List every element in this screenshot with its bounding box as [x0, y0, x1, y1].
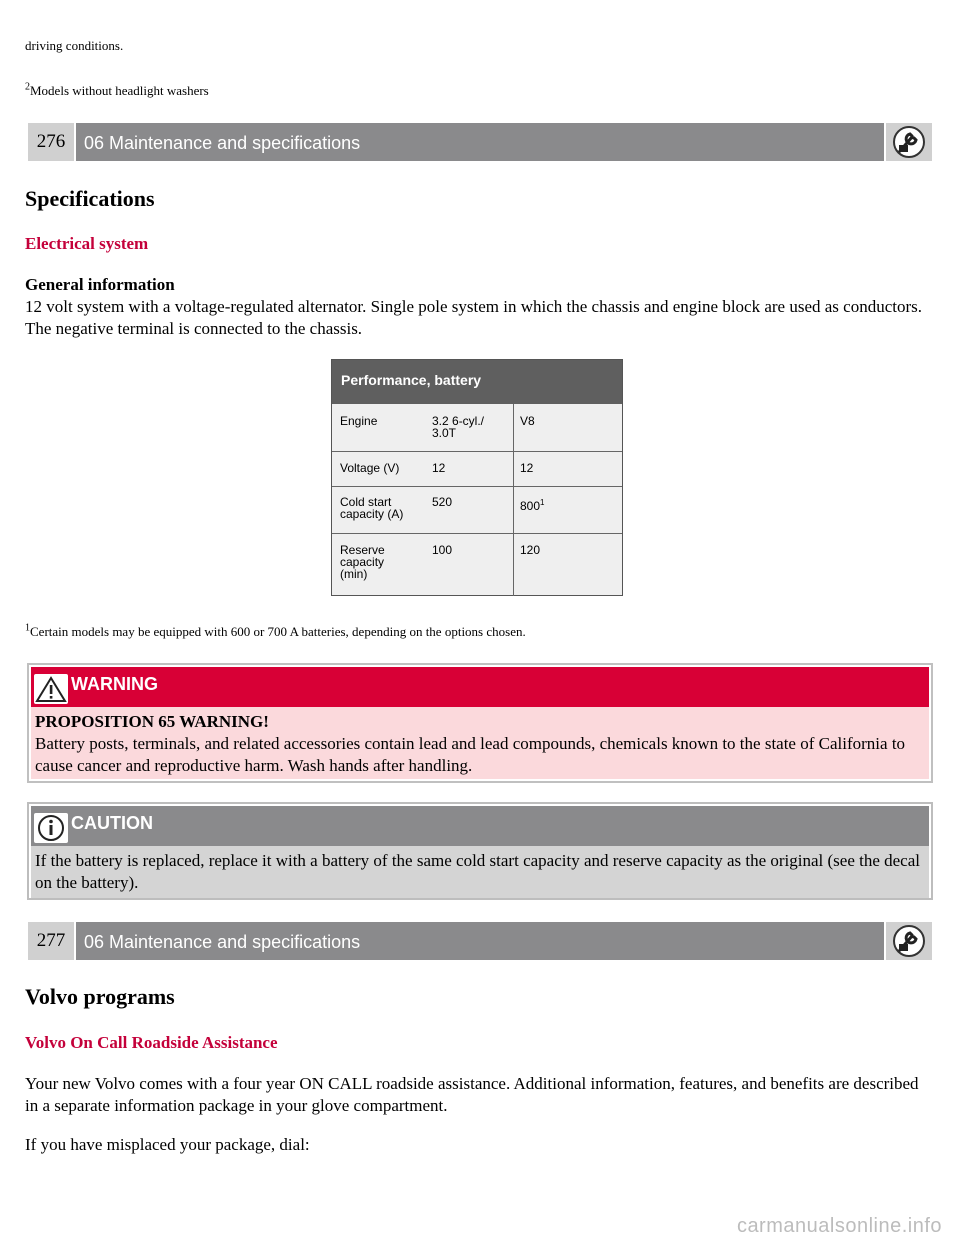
warning-text: Battery posts, terminals, and related accessories contain lead and lead compounds, chemicals known to the state of California to cause cancer and reproductive harm. Wash hands after handling.	[35, 734, 906, 775]
heading-specifications: Specifications	[25, 186, 155, 211]
caution-header	[31, 806, 929, 846]
footnote-marker: 1	[25, 622, 30, 634]
chapter-title: 06 Maintenance and specifications	[76, 922, 884, 960]
continued-text: driving conditions.	[25, 38, 124, 53]
warning-box	[27, 663, 933, 783]
table-cell: 12	[432, 461, 446, 475]
table-cell: Reserve capacity (min)	[340, 543, 385, 581]
table-cell: Engine	[340, 414, 378, 428]
misplaced-package-text: If you have misplaced your package, dial:	[25, 1135, 310, 1154]
subheading-electrical: Electrical system	[25, 234, 149, 253]
table-cell: Cold start capacity (A)	[340, 495, 404, 521]
chapter-icon-box	[886, 922, 932, 960]
battery-performance-table	[331, 359, 623, 596]
section-header-276	[28, 123, 932, 161]
general-info-text: 12 volt system with a voltage-regulated alternator. Single pole system in which the chassis and engine block are used as conductors. The negative terminal is connected to the chassis.	[25, 297, 922, 338]
page-number: 276	[28, 123, 74, 161]
chapter-title: 06 Maintenance and specifications	[76, 123, 884, 161]
warning-label: WARNING	[71, 674, 158, 694]
warning-header	[31, 667, 929, 707]
table-cell	[520, 500, 544, 512]
footnote-2	[25, 83, 209, 99]
general-info-title: General information	[25, 275, 175, 294]
table-cell: 3.2 6-cyl./ 3.0T	[432, 414, 485, 440]
warning-body	[31, 707, 929, 779]
caution-label: CAUTION	[71, 813, 153, 833]
table-cell: Voltage (V)	[340, 461, 400, 475]
table-title: Performance, battery	[332, 360, 622, 404]
caution-box	[27, 802, 933, 900]
subheading-on-call: Volvo On Call Roadside Assistance	[25, 1033, 278, 1052]
table-footnote-marker: 1	[540, 498, 545, 507]
wrench-icon	[886, 123, 932, 161]
wrench-icon	[886, 922, 932, 960]
section-header-277	[28, 922, 932, 960]
info-icon	[34, 813, 68, 843]
footnote-text: Certain models may be equipped with 600 or 700 A batteries, depending on the options chosen.	[30, 624, 526, 639]
footnote-1	[25, 624, 526, 640]
footnote-text: Models without headlight washers	[30, 83, 209, 98]
chapter-icon-box	[886, 123, 932, 161]
warning-title: PROPOSITION 65 WARNING!	[35, 712, 269, 731]
watermark: carmanualsonline.info	[736, 1215, 942, 1237]
table-cell: 100	[432, 543, 453, 557]
warning-triangle-icon	[34, 674, 68, 704]
table-cell: 12	[520, 461, 534, 475]
table-cell-value: 800	[520, 499, 541, 513]
page-number: 277	[28, 922, 74, 960]
caution-body: If the battery is replaced, replace it with a battery of the same cold start capacity and reserve capacity as the original (see the decal on the battery).	[31, 846, 929, 898]
on-call-paragraph: Your new Volvo comes with a four year ON CALL roadside assistance. Additional information, features, and benefits are described in a separate information package in your glove compartment.	[25, 1074, 919, 1115]
table-cell: 520	[432, 495, 453, 509]
heading-volvo-programs: Volvo programs	[25, 984, 175, 1009]
footnote-marker: 2	[25, 81, 30, 93]
table-cell: V8	[520, 414, 535, 428]
table-cell: 120	[520, 543, 541, 557]
